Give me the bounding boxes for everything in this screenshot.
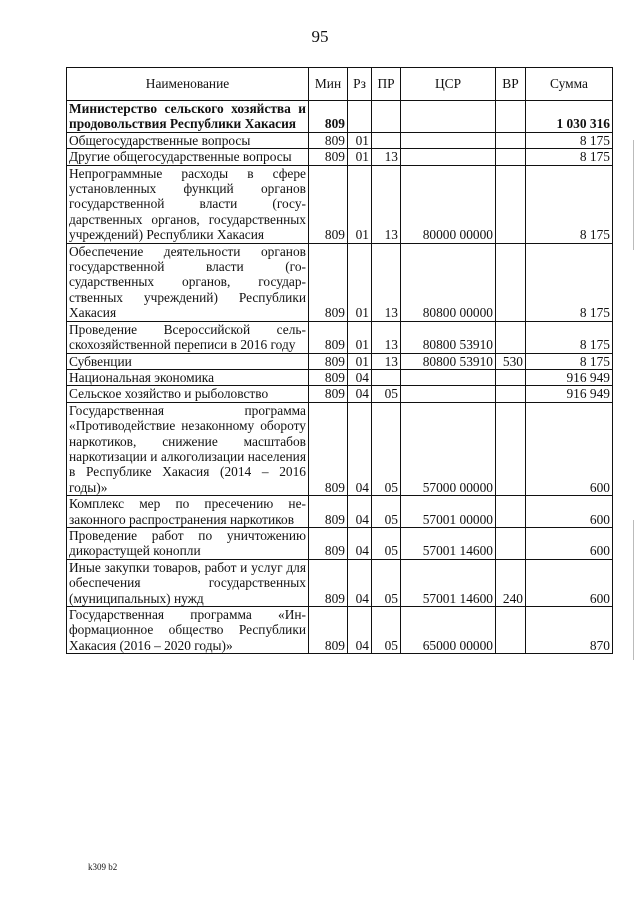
- cell-min: 809: [309, 149, 348, 165]
- cell-csr: 80800 00000: [401, 243, 496, 321]
- cell-name: Непрограммные расходы в сфере установленных функций органов государственной власти (государственных органов, государственных учреждений) Республики Хакасия: [67, 165, 309, 243]
- cell-pr: 05: [372, 386, 401, 402]
- cell-pr: 05: [372, 559, 401, 606]
- cell-vr: [496, 402, 526, 495]
- cell-name: Национальная экономика: [67, 369, 309, 385]
- cell-rz: 04: [348, 527, 372, 559]
- cell-min: 809: [309, 132, 348, 148]
- header-csr: ЦСР: [401, 68, 496, 101]
- header-sum: Сумма: [526, 68, 613, 101]
- cell-name: Иные закупки товаров, работ и услуг для обеспечения государственных (муниципальных) нужд: [67, 559, 309, 606]
- cell-pr: 13: [372, 353, 401, 369]
- cell-rz: 01: [348, 149, 372, 165]
- cell-pr: 13: [372, 321, 401, 353]
- header-min: Мин: [309, 68, 348, 101]
- cell-min: 809: [309, 165, 348, 243]
- cell-name: Комплекс мер по пресечению незаконного распространения наркотиков: [67, 496, 309, 528]
- page-number: 95: [311, 27, 329, 46]
- cell-csr: [401, 369, 496, 385]
- cell-csr: 80800 53910: [401, 321, 496, 353]
- cell-vr: [496, 243, 526, 321]
- cell-sum: 8 175: [526, 132, 613, 148]
- cell-pr: 05: [372, 496, 401, 528]
- cell-rz: 04: [348, 559, 372, 606]
- cell-sum: 8 175: [526, 353, 613, 369]
- cell-min: 809: [309, 353, 348, 369]
- scan-edge-mark: [633, 520, 634, 660]
- cell-name: Государственная программа «Противодействие незаконному обороту наркотиков, снижение масштабов наркотизации и алкоголизации населения в Республике Хакасия (2014 – 2016 годы)»: [67, 402, 309, 495]
- table-row: [67, 321, 613, 353]
- cell-sum: 600: [526, 402, 613, 495]
- footer-code: k309 b2: [88, 862, 118, 872]
- cell-pr: [372, 101, 401, 133]
- cell-csr: 80800 53910: [401, 353, 496, 369]
- cell-csr: 57000 00000: [401, 402, 496, 495]
- cell-pr: [372, 369, 401, 385]
- cell-sum: 1 030 316: [526, 101, 613, 133]
- cell-vr: [496, 607, 526, 654]
- cell-rz: 04: [348, 402, 372, 495]
- cell-min: 809: [309, 321, 348, 353]
- cell-csr: 57001 14600: [401, 559, 496, 606]
- cell-rz: 01: [348, 132, 372, 148]
- table-row: [67, 559, 613, 606]
- cell-csr: 80000 00000: [401, 165, 496, 243]
- cell-name: Другие общегосударственные вопросы: [67, 149, 309, 165]
- cell-vr: [496, 369, 526, 385]
- cell-pr: [372, 132, 401, 148]
- table-row: [67, 402, 613, 495]
- cell-sum: 600: [526, 496, 613, 528]
- cell-name: Сельское хозяйство и рыболовство: [67, 386, 309, 402]
- budget-table: [66, 67, 613, 654]
- cell-sum: 916 949: [526, 369, 613, 385]
- cell-min: 809: [309, 101, 348, 133]
- cell-sum: 8 175: [526, 243, 613, 321]
- table-row: [67, 386, 613, 402]
- cell-sum: 8 175: [526, 165, 613, 243]
- table-row: [67, 496, 613, 528]
- cell-min: 809: [309, 527, 348, 559]
- cell-min: 809: [309, 402, 348, 495]
- header-vr: ВР: [496, 68, 526, 101]
- cell-csr: [401, 149, 496, 165]
- cell-name: Обеспечение деятельности органов государственной власти (государственных органов, государственных учреждений) Республики Хакасия: [67, 243, 309, 321]
- table-row: [67, 369, 613, 385]
- cell-vr: [496, 101, 526, 133]
- cell-sum: 8 175: [526, 149, 613, 165]
- cell-sum: 600: [526, 527, 613, 559]
- cell-name: Государственная программа «Информационное общество Республики Хакасия (2016 – 2020 годы)»: [67, 607, 309, 654]
- cell-vr: 530: [496, 353, 526, 369]
- cell-sum: 916 949: [526, 386, 613, 402]
- cell-rz: 04: [348, 607, 372, 654]
- table-row: [67, 101, 613, 133]
- cell-pr: 05: [372, 607, 401, 654]
- table-row: [67, 132, 613, 148]
- cell-name: Общегосударственные вопросы: [67, 132, 309, 148]
- table-row: [67, 165, 613, 243]
- cell-rz: 04: [348, 369, 372, 385]
- cell-min: 809: [309, 369, 348, 385]
- cell-sum: 600: [526, 559, 613, 606]
- table-row: [67, 149, 613, 165]
- scan-edge-mark: [633, 140, 634, 250]
- cell-pr: 13: [372, 149, 401, 165]
- cell-vr: 240: [496, 559, 526, 606]
- cell-csr: [401, 132, 496, 148]
- cell-csr: [401, 101, 496, 133]
- cell-csr: [401, 386, 496, 402]
- cell-vr: [496, 132, 526, 148]
- cell-min: 809: [309, 607, 348, 654]
- cell-name: Проведение работ по уничтожению дикорастущей конопли: [67, 527, 309, 559]
- cell-pr: 05: [372, 527, 401, 559]
- cell-name: Субвенции: [67, 353, 309, 369]
- cell-csr: 57001 00000: [401, 496, 496, 528]
- cell-rz: 01: [348, 165, 372, 243]
- cell-vr: [496, 527, 526, 559]
- cell-vr: [496, 149, 526, 165]
- cell-min: 809: [309, 243, 348, 321]
- cell-pr: 05: [372, 402, 401, 495]
- cell-csr: 65000 00000: [401, 607, 496, 654]
- cell-vr: [496, 386, 526, 402]
- header-name: Наименование: [67, 68, 309, 101]
- cell-sum: 8 175: [526, 321, 613, 353]
- cell-vr: [496, 165, 526, 243]
- cell-vr: [496, 321, 526, 353]
- cell-csr: 57001 14600: [401, 527, 496, 559]
- cell-vr: [496, 496, 526, 528]
- cell-sum: 870: [526, 607, 613, 654]
- header-rz: Рз: [348, 68, 372, 101]
- cell-rz: 04: [348, 496, 372, 528]
- table-header-row: [67, 68, 613, 101]
- cell-min: 809: [309, 559, 348, 606]
- cell-rz: 01: [348, 321, 372, 353]
- cell-min: 809: [309, 496, 348, 528]
- cell-rz: [348, 101, 372, 133]
- cell-pr: 13: [372, 165, 401, 243]
- table-row: [67, 353, 613, 369]
- table-row: [67, 527, 613, 559]
- cell-rz: 01: [348, 243, 372, 321]
- cell-rz: 01: [348, 353, 372, 369]
- cell-rz: 04: [348, 386, 372, 402]
- table-row: [67, 243, 613, 321]
- table-row: [67, 607, 613, 654]
- cell-name: Проведение Всероссийской сельскохозяйственной переписи в 2016 году: [67, 321, 309, 353]
- cell-pr: 13: [372, 243, 401, 321]
- header-pr: ПР: [372, 68, 401, 101]
- cell-min: 809: [309, 386, 348, 402]
- cell-name: Министерство сельского хозяйства и продовольствия Республики Хакасия: [67, 101, 309, 133]
